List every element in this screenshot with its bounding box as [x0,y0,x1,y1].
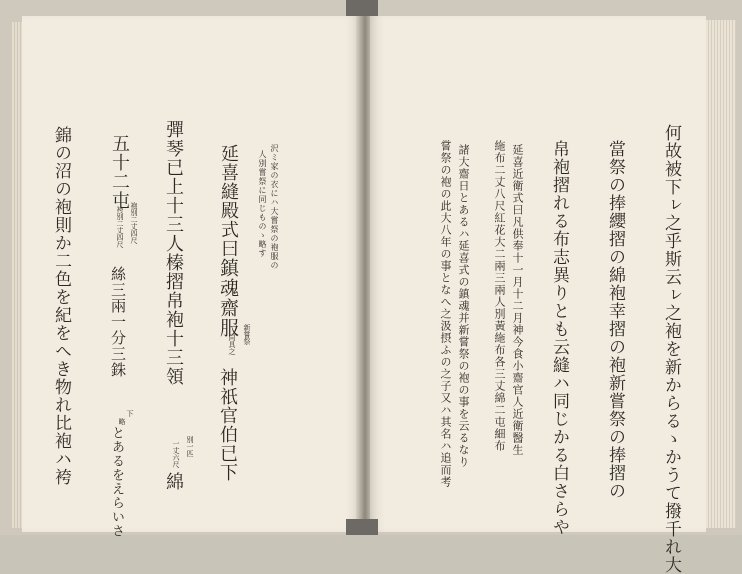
top-clip [346,0,378,16]
line2-tail: 綿 [163,472,184,491]
line2-main: 彈琴已上十三人榛摺帛袍十三領 [163,120,184,386]
line1-main: 神祇官伯已下 [217,368,238,482]
line2-note-2: 一丈六尺 [172,440,180,468]
left-page [22,16,360,538]
title-note-2: 同具之 [228,334,236,355]
line3-tail: とあるをえらいさ [109,426,124,538]
bottom-clip [346,519,378,535]
right-col-7: 嘗祭の袍の此大八年の事となへ之汲摂ふの之子又ハ其名ハ追而考 [439,140,452,488]
title-text: 鎮魂齋服 [217,258,239,338]
left-page-edges [12,22,22,528]
line3-main: 五十二屯 [109,134,130,210]
line3-note-1: 袍別二丈四尺 [130,202,138,244]
heading-text: 延喜縫殿式曰 [218,144,239,258]
right-col-4: 延喜近衛式曰凡供奉十一月十二月神今食小齋官人近衛醫生 [511,144,524,456]
line3-mid: 絲三兩一分三銖 [109,266,127,378]
line3-note-2: 袴別二丈四尺 [116,206,124,248]
right-col-5: 絁布二丈八尺紅花大二兩三兩人別黃絁布各三丈綿二屯細布 [493,140,506,452]
right-col-1: 何故被下ㇾ之乎斯云ㇾ之袍を新からるゝかうて撥千れ大 [661,124,681,574]
right-page-edges [706,20,736,528]
line2-note-1: 別一匹 [186,436,194,457]
small-note-line-2: 人別嘗祭に同じものゝ略す [258,150,267,258]
small-note-line-1: 沢ミ家の衣にハ大嘗祭の袍服の [270,144,279,270]
right-col-3: 帛袍摺れる布志異りとも云縫ハ同じかる白さらや [549,140,569,536]
right-col-2: 當祭の捧纓摺の綿袍幸摺の袍新嘗祭の捧摺の [605,140,625,500]
right-page [370,16,706,574]
line3-note2-2: 略 [118,418,126,425]
line3-note2-1: 下 [126,410,134,417]
heading [218,144,237,338]
line4: 錦の沼の袍則か二色を紀をへき物れ比袍ハ袴 [51,126,71,486]
right-col-6: 諸大齋日とあるハ延喜式の鎮魂并新嘗祭の袍の事を云るなり [457,144,470,468]
title-note-1: 新嘗祭 [243,324,251,345]
